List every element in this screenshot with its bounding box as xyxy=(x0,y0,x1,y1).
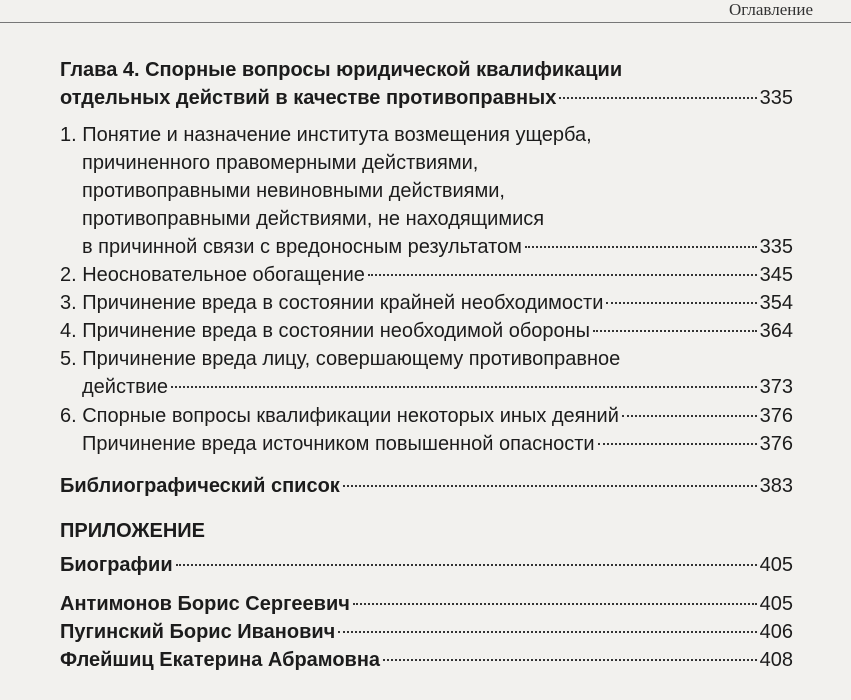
dot-leader xyxy=(622,415,757,417)
item-5-line-2: действие xyxy=(82,376,169,398)
page-number: 376 xyxy=(759,405,793,427)
toc-item-3[interactable] xyxy=(60,289,793,317)
toc-item-2[interactable] xyxy=(60,261,793,289)
page-number: 376 xyxy=(759,433,793,455)
item-1-line-2: причиненного правомерными действиями, xyxy=(82,152,479,174)
item-6-sub-label: Причинение вреда источником повышенной опасности xyxy=(82,433,595,455)
toc-item-4[interactable] xyxy=(60,317,793,345)
header-title: Оглавление xyxy=(729,0,813,19)
item-2-label: 2. Неосновательное обогащение xyxy=(60,264,365,286)
appendix-label: ПРИЛОЖЕНИЕ xyxy=(60,520,205,542)
page-number: 383 xyxy=(759,475,793,497)
dot-leader xyxy=(383,659,757,661)
dot-leader xyxy=(593,330,757,332)
item-1-line-5: в причинной связи с вредоносным результатом xyxy=(82,236,522,258)
toc-bio-2[interactable] xyxy=(60,618,793,646)
page-number: 345 xyxy=(759,264,793,286)
running-header xyxy=(0,0,851,23)
dot-leader xyxy=(606,302,756,304)
page-number: 405 xyxy=(759,593,793,615)
toc-bio-1[interactable] xyxy=(60,590,793,618)
item-4-label: 4. Причинение вреда в состоянии необходимой обороны xyxy=(60,320,591,342)
bibliography-label: Библиографический список xyxy=(60,475,340,497)
page-number: 408 xyxy=(759,649,793,671)
dot-leader xyxy=(343,485,757,487)
toc-bio-3[interactable] xyxy=(60,646,793,674)
dot-leader xyxy=(368,274,757,276)
page-number: 335 xyxy=(759,87,793,109)
dot-leader xyxy=(176,564,757,566)
item-3-label: 3. Причинение вреда в состоянии крайней необходимости xyxy=(60,292,604,314)
item-1-line-1: 1. Понятие и назначение института возмещения ущерба, xyxy=(60,124,592,146)
item-1-line-3: противоправными невиновными действиями, xyxy=(82,180,505,202)
toc-biographies[interactable] xyxy=(60,551,793,579)
item-6-label: 6. Спорные вопросы квалификации некоторых иных деяний xyxy=(60,405,619,427)
toc-bibliography[interactable] xyxy=(60,472,793,500)
dot-leader xyxy=(559,97,756,99)
item-1-line-4: противоправными действиями, не находящимися xyxy=(82,208,545,230)
toc-item-6[interactable] xyxy=(60,402,793,430)
dot-leader xyxy=(171,386,757,388)
dot-leader xyxy=(353,603,757,605)
chapter-4-title-line-2: отдельных действий в качестве противоправных xyxy=(60,87,557,109)
toc-chapter-4[interactable] xyxy=(60,56,793,112)
dot-leader xyxy=(598,443,757,445)
biographies-label: Биографии xyxy=(60,554,173,576)
page-number: 405 xyxy=(759,554,793,576)
toc-item-5[interactable] xyxy=(60,345,793,401)
bio-2-label: Пугинский Борис Иванович xyxy=(60,621,336,643)
toc-item-1[interactable] xyxy=(60,121,793,261)
toc-item-6-sub[interactable] xyxy=(60,430,793,458)
page-number: 364 xyxy=(759,320,793,342)
page-number: 335 xyxy=(759,236,793,258)
bio-1-label: Антимонов Борис Сергеевич xyxy=(60,593,350,615)
dot-leader xyxy=(525,246,757,248)
bio-3-label: Флейшиц Екатерина Абрамовна xyxy=(60,649,381,671)
toc-appendix[interactable] xyxy=(60,517,793,545)
page-number: 373 xyxy=(759,376,793,398)
page-number: 406 xyxy=(759,621,793,643)
page-number: 354 xyxy=(759,292,793,314)
item-5-line-1: 5. Причинение вреда лицу, совершающему противоправное xyxy=(60,348,621,370)
dot-leader xyxy=(338,631,756,633)
chapter-4-title-line-1: Глава 4. Спорные вопросы юридической квалификации xyxy=(60,59,623,81)
